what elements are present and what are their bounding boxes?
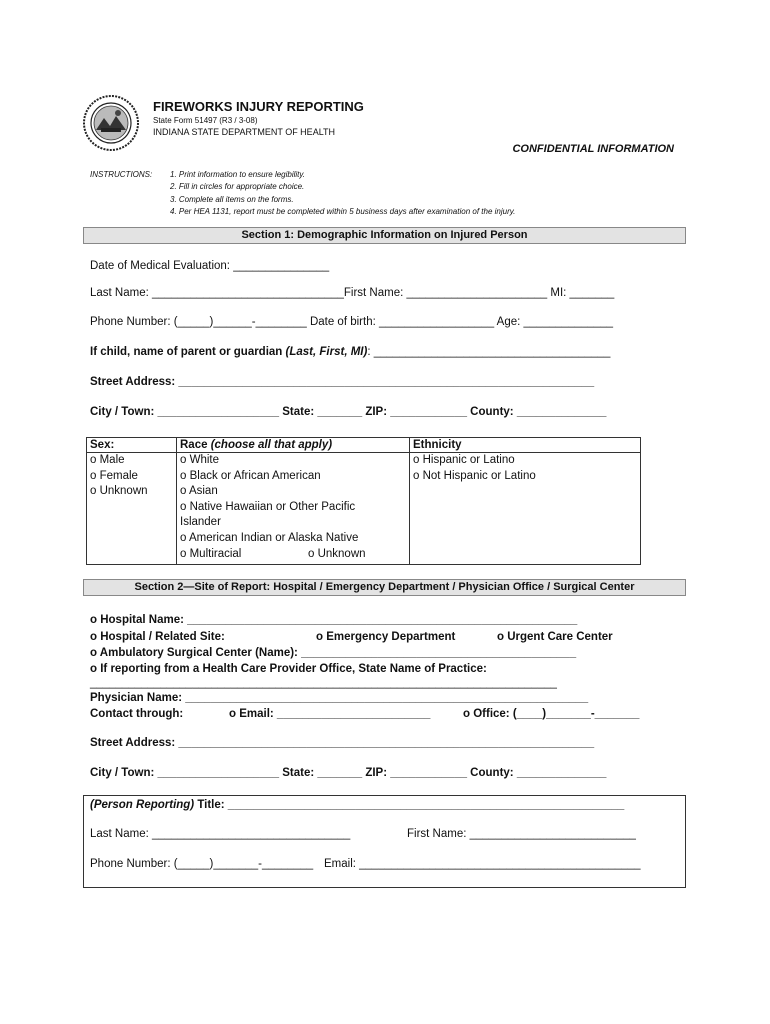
- race-option-multiracial-row: [180, 547, 407, 563]
- race-option-white[interactable]: o White: [180, 454, 219, 466]
- instruction-item-4: 4. Per HEA 1131, report must be completed within 5 business days after examination of the injury.: [170, 207, 516, 216]
- race-options: [177, 453, 410, 565]
- parent-guardian-field[interactable]: [90, 346, 610, 358]
- physician-name-field[interactable]: Physician Name: _______________________________________________________________: [90, 692, 589, 704]
- instruction-item-2: 2. Fill in circles for appropriate choice.: [170, 182, 305, 191]
- parent-guardian-hint: (Last, First, MI): [285, 346, 368, 358]
- practice-name-field[interactable]: _________________________________________________________________________: [90, 677, 557, 689]
- instruction-item-1: 1. Print information to ensure legibility.: [170, 170, 306, 179]
- patient-name-field[interactable]: Last Name: ______________________________First Name: ______________________ MI: _______: [90, 287, 615, 299]
- contact-email-field[interactable]: o Email: ________________________: [229, 708, 431, 720]
- demographics-table: [86, 437, 641, 565]
- hospital-name-field[interactable]: o Hospital Name: _____________________________________________________________: [90, 614, 578, 626]
- ethnicity-option-hispanic[interactable]: o Hispanic or Latino: [413, 454, 515, 466]
- department-name: INDIANA STATE DEPARTMENT OF HEALTH: [153, 127, 336, 137]
- reporter-phone-field[interactable]: Phone Number: (_____)_______-________: [90, 858, 314, 870]
- ethnicity-options: [410, 453, 641, 565]
- race-option-unknown[interactable]: o Unknown: [308, 547, 366, 560]
- race-option-asian[interactable]: o Asian: [180, 485, 218, 498]
- contact-through-label: Contact through:: [90, 708, 184, 720]
- race-option-pacific[interactable]: o Native Hawaiian or Other Pacific: [180, 500, 356, 513]
- race-option-multiracial[interactable]: o Multiracial: [180, 547, 242, 560]
- person-reporting-label: (Person Reporting): [90, 799, 195, 811]
- race-option-pacific-cont: Islander: [180, 516, 221, 529]
- race-header: [177, 438, 410, 453]
- provider-office-option[interactable]: o If reporting from a Health Care Provider Office, State Name of Practice:: [90, 663, 487, 675]
- ethnicity-option-not-hispanic[interactable]: o Not Hispanic or Latino: [413, 469, 536, 482]
- ethnicity-header: Ethnicity: [410, 438, 641, 453]
- indiana-state-seal: [82, 94, 140, 152]
- reporter-title-field[interactable]: [90, 799, 624, 811]
- race-option-black[interactable]: o Black or African American: [180, 469, 321, 482]
- street-address-field[interactable]: Street Address: _________________________________________________________________: [90, 376, 595, 388]
- ambulatory-center-field[interactable]: o Ambulatory Surgical Center (Name): ___________________________________________: [90, 647, 577, 659]
- form-title: FIREWORKS INJURY REPORTING: [153, 99, 364, 114]
- phone-dob-age-field[interactable]: Phone Number: (_____)______-________ Date of birth: __________________ Age: ______________: [90, 316, 614, 328]
- instruction-item-3: 3. Complete all items on the forms.: [170, 195, 294, 204]
- emergency-department-option[interactable]: o Emergency Department: [316, 631, 456, 643]
- sex-option-female[interactable]: o Female: [90, 469, 138, 482]
- race-header-label: Race: [180, 439, 211, 451]
- site-street-address-field[interactable]: Street Address: _________________________________________________________________: [90, 737, 595, 749]
- contact-office-field[interactable]: o Office: (____)_______-_______: [463, 708, 640, 720]
- city-state-zip-county-field[interactable]: City / Town: ___________________ State: _______ ZIP: ____________ County: ______________: [90, 406, 607, 418]
- sex-option-unknown[interactable]: o Unknown: [90, 485, 148, 498]
- related-site-option[interactable]: o Hospital / Related Site:: [90, 631, 225, 643]
- date-of-evaluation-field[interactable]: Date of Medical Evaluation: _______________: [90, 260, 330, 272]
- site-city-state-zip-county-field[interactable]: City / Town: ___________________ State: _______ ZIP: ____________ County: ______________: [90, 767, 607, 779]
- race-header-hint: (choose all that apply): [210, 439, 333, 451]
- form-number: State Form 51497 (R3 / 3-08): [153, 116, 258, 125]
- sex-header: Sex:: [87, 438, 177, 453]
- race-option-native[interactable]: o American Indian or Alaska Native: [180, 531, 359, 544]
- urgent-care-option[interactable]: o Urgent Care Center: [497, 631, 613, 643]
- reporter-email-field[interactable]: Email: ____________________________________________: [324, 858, 641, 870]
- confidential-label: CONFIDENTIAL INFORMATION: [512, 143, 674, 155]
- reporter-last-name-field[interactable]: Last Name: _______________________________: [90, 828, 351, 840]
- parent-guardian-label: If child, name of parent or guardian: [90, 346, 283, 358]
- section2-header: Section 2—Site of Report: Hospital / Emergency Department / Physician Office / Surgical Center: [83, 579, 686, 596]
- reporter-title-blank: Title: ______________________________________________________________: [194, 799, 625, 811]
- section1-header: Section 1: Demographic Information on Injured Person: [83, 227, 686, 244]
- parent-guardian-blank: : _____________________________________: [367, 346, 611, 358]
- sex-options: [87, 453, 177, 565]
- reporter-first-name-field[interactable]: First Name: __________________________: [407, 828, 636, 840]
- instructions-label: INSTRUCTIONS:: [90, 170, 153, 179]
- sex-option-male[interactable]: o Male: [90, 454, 125, 466]
